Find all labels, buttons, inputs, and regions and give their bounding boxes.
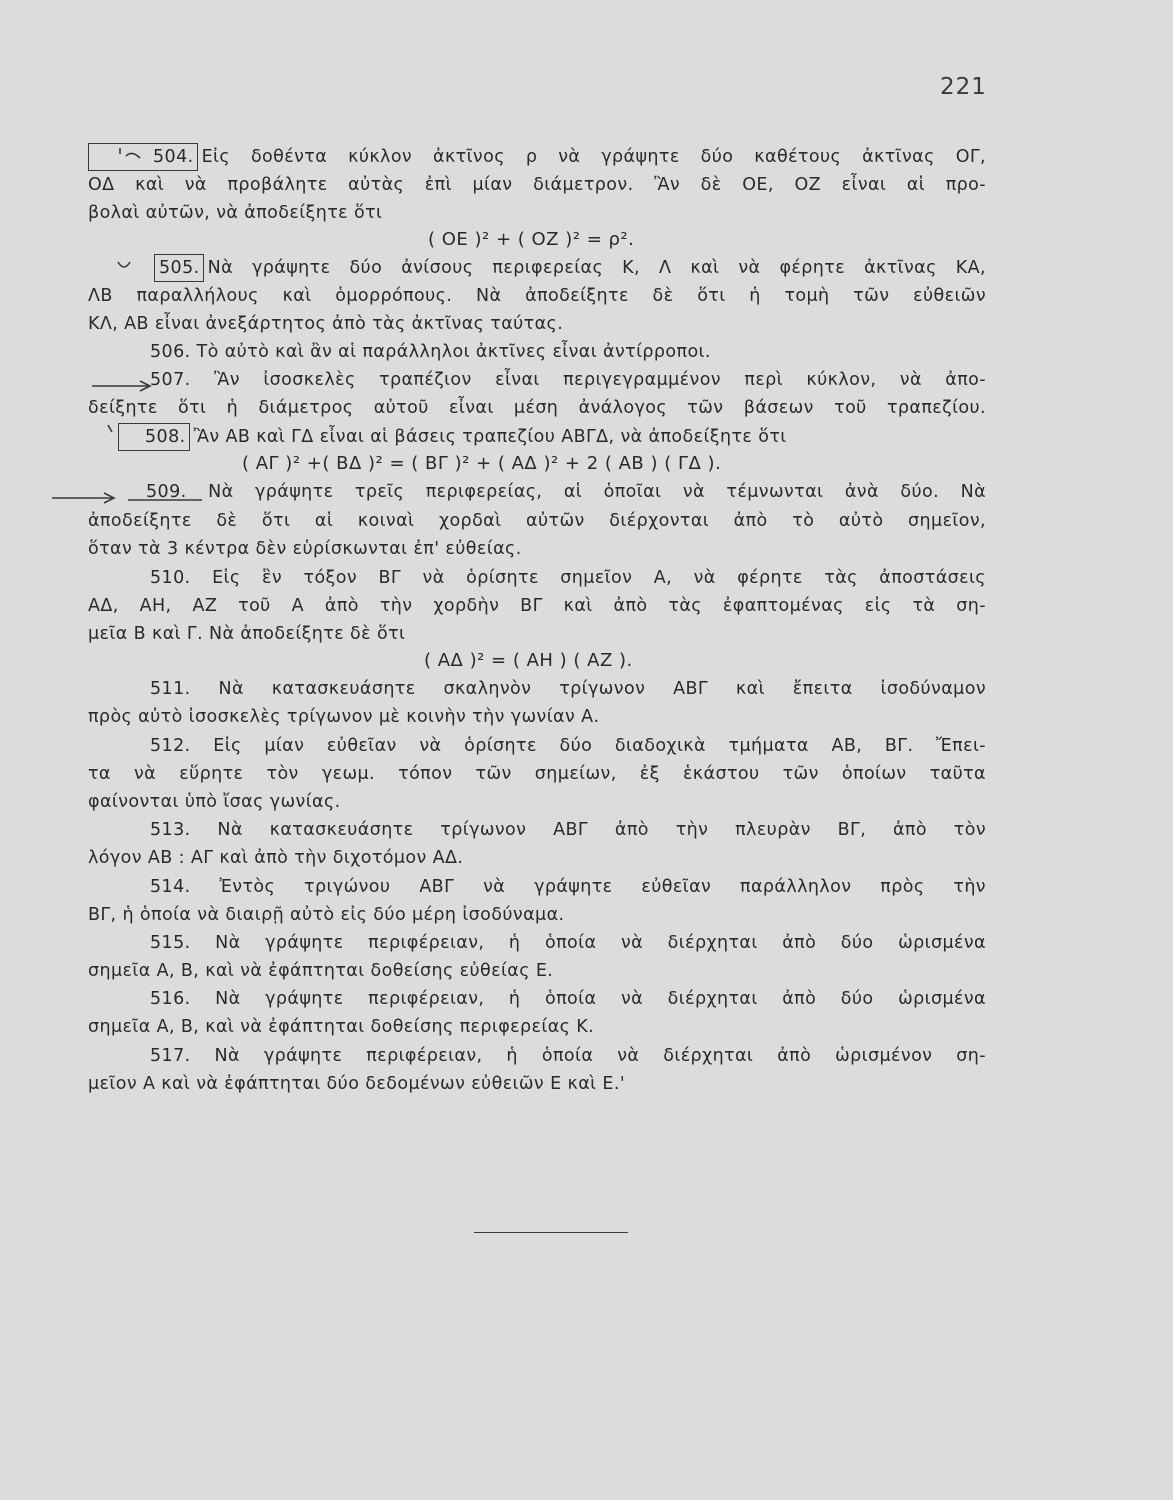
problem-508: [88, 423, 986, 451]
problem-514: [88, 874, 986, 900]
problem-512-text: Εἰς μίαν εὐθεῖαν νὰ ὁρίσητε δύο διαδοχικὰ τμήματα ΑΒ, ΒΓ. Ἔπει-: [213, 736, 987, 756]
problem-515-text: Νὰ γράψητε περιφέρειαν, ἡ ὁποία νὰ διέρχηται ἀπὸ δύο ὡρισμένα: [215, 933, 986, 953]
problem-517-text: Νὰ γράψητε περιφέρειαν, ἡ ὁποία νὰ διέρχηται ἀπὸ ὡρισμένον ση-: [214, 1046, 986, 1066]
problem-number-517: 517.: [150, 1046, 191, 1066]
problem-509: [88, 479, 986, 505]
problem-505: [88, 254, 986, 282]
problem-505-text: Νὰ γράψητε δύο ἀνίσους περιφερείας Κ, Λ καὶ νὰ φέρητε ἀκτῖνας ΚΑ,: [207, 258, 986, 278]
problem-number-511: 511.: [150, 679, 191, 699]
problem-510-line: ΑΔ, ΑΗ, ΑΖ τοῦ Α ἀπὸ τὴν χορδὴν ΒΓ καὶ ἀπὸ τὰς ἐφαπτομένας εἰς τὰ ση-: [88, 596, 986, 616]
section-divider: [474, 1232, 628, 1233]
problem-511: [88, 676, 986, 702]
formula-508: ( ΑΓ )² +( ΒΔ )² = ( ΒΓ )² + ( ΑΔ )² + 2 ( ΑΒ ) ( ΓΔ ).: [242, 453, 722, 474]
problem-512: [88, 733, 986, 759]
page-number: 221: [940, 74, 987, 100]
problem-number-514: 514.: [150, 877, 191, 897]
problem-number-509: 509.: [146, 482, 187, 502]
formula-504: ( ΟΕ )² + ( ΟΖ )² = ρ².: [428, 229, 635, 250]
problem-509-line: ὅταν τὰ 3 κέντρα δὲν εὑρίσκωνται ἐπ' εὐθείας.: [88, 539, 522, 559]
problem-515: [88, 930, 986, 956]
problem-513-line: λόγον ΑΒ : ΑΓ καὶ ἀπὸ τὴν διχοτόμον ΑΔ.: [88, 848, 464, 868]
problem-number-510: 510.: [150, 568, 191, 588]
problem-507-text: Ἂν ἰσοσκελὲς τραπέζιον εἶναι περιγεγραμμένον περὶ κύκλον, νὰ ἀπο-: [214, 370, 986, 390]
problem-number-504: 504.: [88, 143, 198, 171]
problem-505-line: ΛΒ παραλλήλους καὶ ὁμορρόπους. Νὰ ἀποδείξητε δὲ ὅτι ἡ τομὴ τῶν εὐθειῶν: [88, 286, 986, 306]
problem-509-line: ἀποδείξητε δὲ ὅτι αἱ κοιναὶ χορδαὶ αὐτῶν διέρχονται ἀπὸ τὸ αὐτὸ σημεῖον,: [88, 511, 986, 531]
problem-number-515: 515.: [150, 933, 191, 953]
problem-511-text: Νὰ κατασκευάσητε σκαληνὸν τρίγωνον ΑΒΓ καὶ ἔπειτα ἰσοδύναμον: [218, 679, 986, 699]
problem-515-line: σημεῖα Α, Β, καὶ νὰ ἐφάπτηται δοθείσης εὐθείας Ε.: [88, 961, 554, 981]
problem-509-text: Νὰ γράψητε τρεῖς περιφερείας, αἱ ὁποῖαι νὰ τέμνωνται ἀνὰ δύο. Νὰ: [208, 482, 987, 502]
problem-508-text: Ἂν ΑΒ καὶ ΓΔ εἶναι αἱ βάσεις τραπεζίου ΑΒΓΔ, νὰ ἀποδείξητε ὅτι: [193, 427, 787, 447]
problem-512-line: τα νὰ εὕρητε τὸν γεωμ. τόπον τῶν σημείων, ἐξ ἑκάστου τῶν ὁποίων ταῦτα: [88, 764, 986, 784]
problem-number-507: 507.: [150, 370, 191, 390]
problem-506-text: Τὸ αὐτὸ καὶ ἂν αἱ παράλληλοι ἀκτῖνες εἶναι ἀντίρροποι.: [196, 342, 711, 362]
problem-512-line: φαίνονται ὑπὸ ἴσας γωνίας.: [88, 792, 341, 812]
problem-number-513: 513.: [150, 820, 191, 840]
problem-507-line: δείξητε ὅτι ἡ διάμετρος αὐτοῦ εἶναι μέση ἀνάλογος τῶν βάσεων τοῦ τραπεζίου.: [88, 398, 986, 418]
problem-514-text: Ἐντὸς τριγώνου ΑΒΓ νὰ γράψητε εὐθεῖαν παράλληλον πρὸς τὴν: [219, 877, 986, 897]
problem-number-516: 516.: [150, 989, 191, 1009]
problem-513: [88, 817, 986, 843]
formula-510: ( ΑΔ )² = ( ΑΗ ) ( ΑΖ ).: [424, 650, 633, 671]
problem-517: [88, 1043, 986, 1069]
problem-516-line: σημεῖα Α, Β, καὶ νὰ ἐφάπτηται δοθείσης περιφερείας Κ.: [88, 1017, 595, 1037]
problem-504: [88, 143, 986, 171]
problem-number-512: 512.: [150, 736, 191, 756]
problem-507: [88, 367, 986, 393]
problem-number-506: 506.: [150, 342, 191, 362]
problem-510: [88, 565, 986, 591]
problem-505-line: ΚΛ, ΑΒ εἶναι ἀνεξάρτητος ἀπὸ τὰς ἀκτῖνας ταύτας.: [88, 314, 564, 334]
problem-513-text: Νὰ κατασκευάσητε τρίγωνον ΑΒΓ ἀπὸ τὴν πλευρὰν ΒΓ, ἀπὸ τὸν: [217, 820, 986, 840]
problem-510-text: Εἰς ἓν τόξον ΒΓ νὰ ὁρίσητε σημεῖον Α, νὰ φέρητε τὰς ἀποστάσεις: [212, 568, 986, 588]
problem-510-line: μεῖα Β καὶ Γ. Νὰ ἀποδείξητε δὲ ὅτι: [88, 624, 406, 644]
problem-504-line: ΟΔ καὶ νὰ προβάλητε αὐτὰς ἐπὶ μίαν διάμετρον. Ἂν δὲ ΟΕ, ΟΖ εἶναι αἱ προ-: [88, 175, 986, 195]
problem-number-505: 505.: [154, 254, 204, 282]
problem-511-line: πρὸς αὐτὸ ἰσοσκελὲς τρίγωνον μὲ κοινὴν τὴν γωνίαν Α.: [88, 707, 600, 727]
problem-504-line: βολαὶ αὐτῶν, νὰ ἀποδείξητε ὅτι: [88, 203, 383, 223]
problem-506: [88, 339, 986, 365]
problem-514-line: ΒΓ, ἡ ὁποία νὰ διαιρῇ αὐτὸ εἰς δύο μέρη ἰσοδύναμα.: [88, 905, 565, 925]
problem-517-line: μεῖον Α καὶ νὰ ἐφάπτηται δύο δεδομένων εὐθειῶν Ε καὶ Ε.': [88, 1074, 626, 1094]
problem-number-508: 508.: [118, 423, 190, 451]
problem-516: [88, 986, 986, 1012]
problem-516-text: Νὰ γράψητε περιφέρειαν, ἡ ὁποία νὰ διέρχηται ἀπὸ δύο ὡρισμένα: [215, 989, 986, 1009]
problem-504-text: Εἰς δοθέντα κύκλον ἀκτῖνος ρ νὰ γράψητε δύο καθέτους ἀκτῖνας ΟΓ,: [201, 147, 986, 167]
